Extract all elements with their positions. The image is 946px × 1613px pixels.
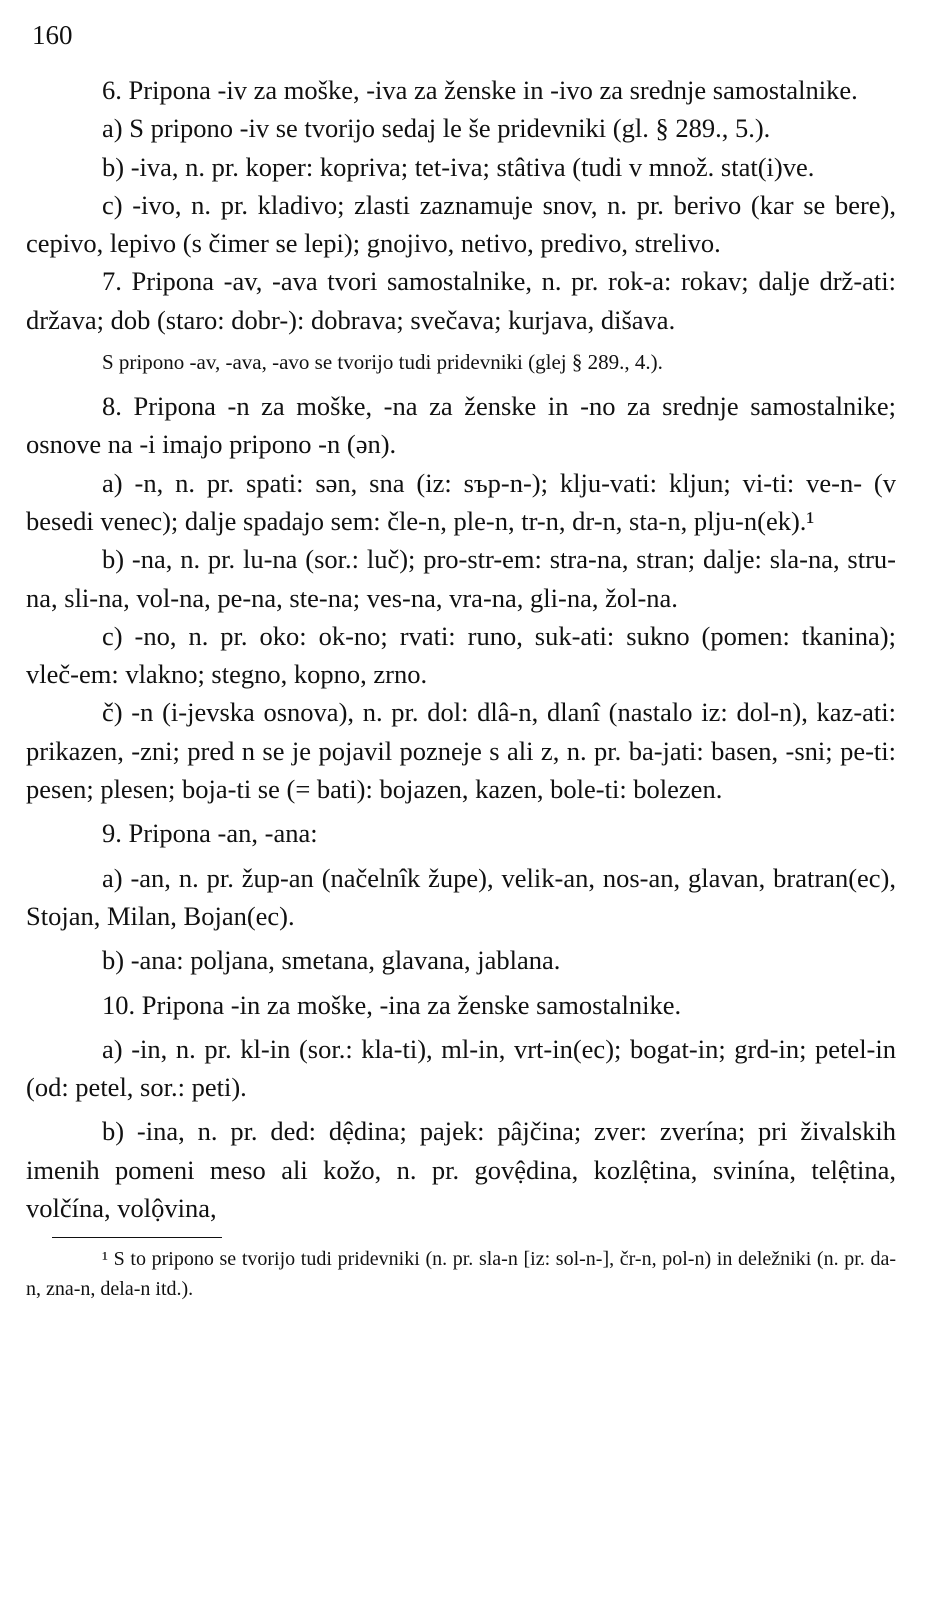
paragraph-8-heading: 8. Pripona -n za moške, -na za ženske in -no za srednje samostalnike; osnove na -i imajo pripono -n (ən). (26, 391, 896, 460)
paragraph-6-heading: 6. Pripona -iv za moške, -iva za ženske in -ivo za srednje samostalnike. (102, 75, 858, 105)
paragraph-8c-caron: č) -n (i-jevska osnova), n. pr. dol: dlâ-n, dlanî (nastalo iz: dol-n), kaz-ati: prikazen, -zni; pred n se je pojavil pozneje s ali z, n. pr. ba-jati: basen, -sni; pe-ti: pesen; plesen; boja-ti se (= bati): bojazen, kazen, bole-ti: bolezen. (26, 697, 896, 805)
paragraph-9a: a) -an, n. pr. žup-an (načelnîk župe), velik-an, nos-an, glavan, bratran(ec), Stojan, Milan, Bojan(ec). (26, 862, 896, 931)
paragraph-7-note: S pripono -av, -ava, -avo se tvorijo tudi pridevniki (glej § 289., 4.). (102, 350, 663, 375)
paragraph-8b: b) -na, n. pr. lu-na (sor.: luč); pro-str-em: stra-na, stran; dalje: sla-na, stru-na, sli-na, vol-na, pe-na, ste-na; ves-na, vra-na, gli-na, žol-na. (26, 544, 896, 613)
paragraph-9b: b) -ana: poljana, smetana, glavana, jablana. (102, 945, 561, 976)
paragraph-8a: a) -n, n. pr. spati: sən, sna (iz: sъp-n-); klju-vati: kljun; vi-ti: ve-n- (v besedi venec); dalje spadajo sem: čle-n, ple-n, tr-n, dr-n, sta-n, plju-n(ek).¹ (26, 467, 896, 536)
paragraph-7: 7. Pripona -av, -ava tvori samostalnike, n. pr. rok-a: rokav; dalje drž-ati: država; dob (staro: dobr-): dobrava; svečava; kurjava, dišava. (26, 266, 896, 335)
paragraph-10b: b) -ina, n. pr. ded: dệdina; pajek: pâjčina; zver: zverína; pri živalskih imenih pomeni meso ali kožo, n. pr. govệdina, kozlệtina, svinína, telệtina, volčína, volộvina, (26, 1116, 896, 1224)
paragraph-8c: c) -no, n. pr. oko: ok-no; rvati: runo, suk-ati: sukno (pomen: tkanina); vleč-em: vlakno; stegno, kopno, zrno. (26, 620, 896, 690)
footnote: ¹ S to pripono se tvorijo tudi pridevniki (n. pr. sla-n [iz: sol-n-], čr-n, pol-n) in deležniki (n. pr. da-n, zna-n, dela-n itd.). (26, 1248, 896, 1301)
paragraph-10a: a) -in, n. pr. kl-in (sor.: kla-ti), ml-in, vrt-in(ec); bogat-in; grd-in; petel-in (od: petel, sor.: peti). (26, 1033, 896, 1103)
footnote-divider (52, 1237, 222, 1238)
paragraph-9-heading: 9. Pripona -an, -ana: (102, 818, 318, 849)
paragraph-10-heading: 10. Pripona -in za moške, -ina za ženske samostalnike. (102, 989, 682, 1020)
page-number: 160 (32, 20, 73, 50)
paragraph-6c: c) -ivo, n. pr. kladivo; zlasti zaznamuje snov, n. pr. berivo (kar se bere), cepivo, lepivo (s čimer se lepi); gnojivo, netivo, predivo, strelivo. (26, 189, 896, 259)
page-body (26, 71, 896, 1227)
paragraph-6a: a) S pripono -iv se tvorijo sedaj le še pridevniki (gl. § 289., 5.). (102, 113, 771, 144)
paragraph-6b: b) -iva, n. pr. koper: kopriva; tet-iva; stâtiva (tudi v množ. stat(i)ve. (102, 151, 815, 182)
